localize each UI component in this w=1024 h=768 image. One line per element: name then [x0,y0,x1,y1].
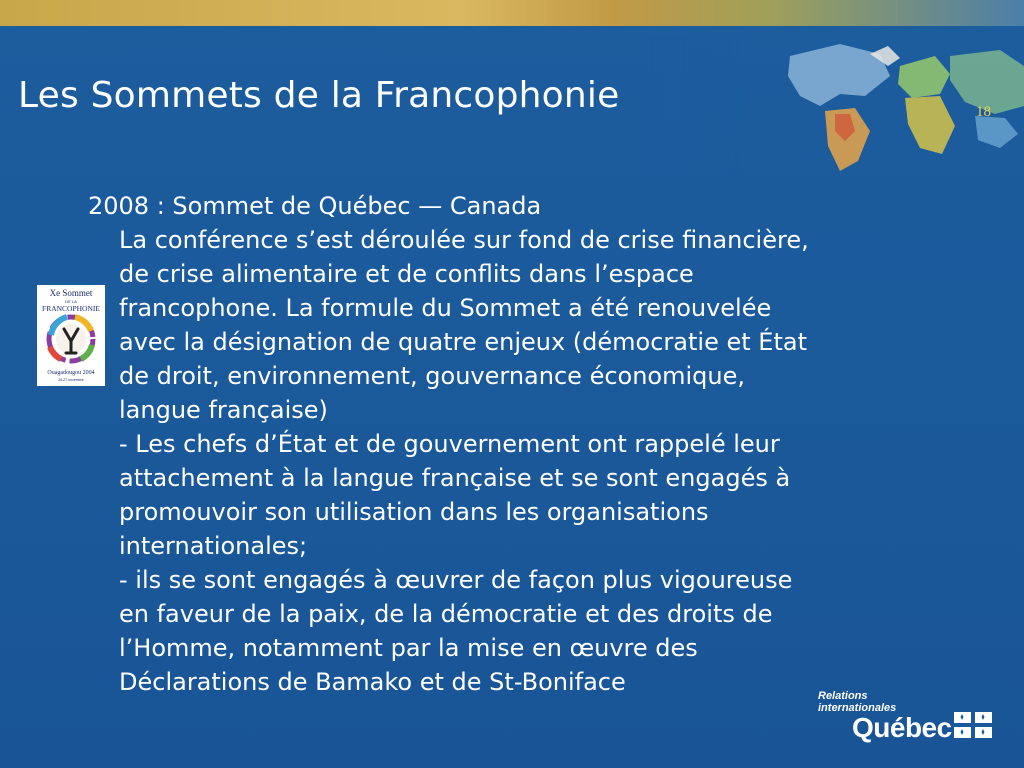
body-line: attachement à la langue française et se sont engagés à [119,464,791,492]
world-map-graphic [650,36,1024,176]
slide-title: Les Sommets de la Francophonie [18,75,620,116]
branding-name: Québec [852,712,952,743]
slide-body [88,189,968,699]
top-decorative-band [0,0,1024,26]
body-line: l’Homme, notamment par la mise en œuvre des [119,634,698,662]
body-line: Déclarations de Bamako et de St-Boniface [119,668,626,696]
body-line: internationales; [119,532,308,560]
body-line: promouvoir son utilisation dans les organisations [119,498,709,526]
logo-line1: Xe Sommet [49,288,93,298]
body-line: - ils se sont engagés à œuvrer de façon plus vigoureuse [119,566,793,594]
summit-heading: 2008 : Sommet de Québec — Canada [88,192,542,220]
logo-line2: DE LA [65,299,77,304]
logo-line3: FRANCOPHONIE [42,304,100,313]
quebec-branding [818,690,998,750]
page-number: 18 [976,104,991,120]
body-line: de droit, environnement, gouvernance économique, [119,362,745,390]
branding-subtitle [818,690,896,714]
body-line: langue française) [119,396,328,424]
body-line: de crise alimentaire et de conflits dans l’espace [119,260,694,288]
body-line: avec la désignation de quatre enjeux (démocratie et État [119,328,807,356]
body-line: La conférence s’est déroulée sur fond de crise financière, [119,226,809,254]
branding-line1: Relations [818,690,868,702]
body-line: en faveur de la paix, de la démocratie et des droits de [119,600,773,628]
body-line: francophone. La formule du Sommet a été renouvelée [119,294,772,322]
body-line: - Les chefs d’État et de gouvernement ont rappelé leur [119,430,780,458]
quebec-flag-icon [954,712,992,738]
branding-line2: internationales [818,702,897,714]
logo-line5: 26-27 novembre [58,378,84,382]
logo-line4: Ouagadougou 2004 [47,370,95,376]
